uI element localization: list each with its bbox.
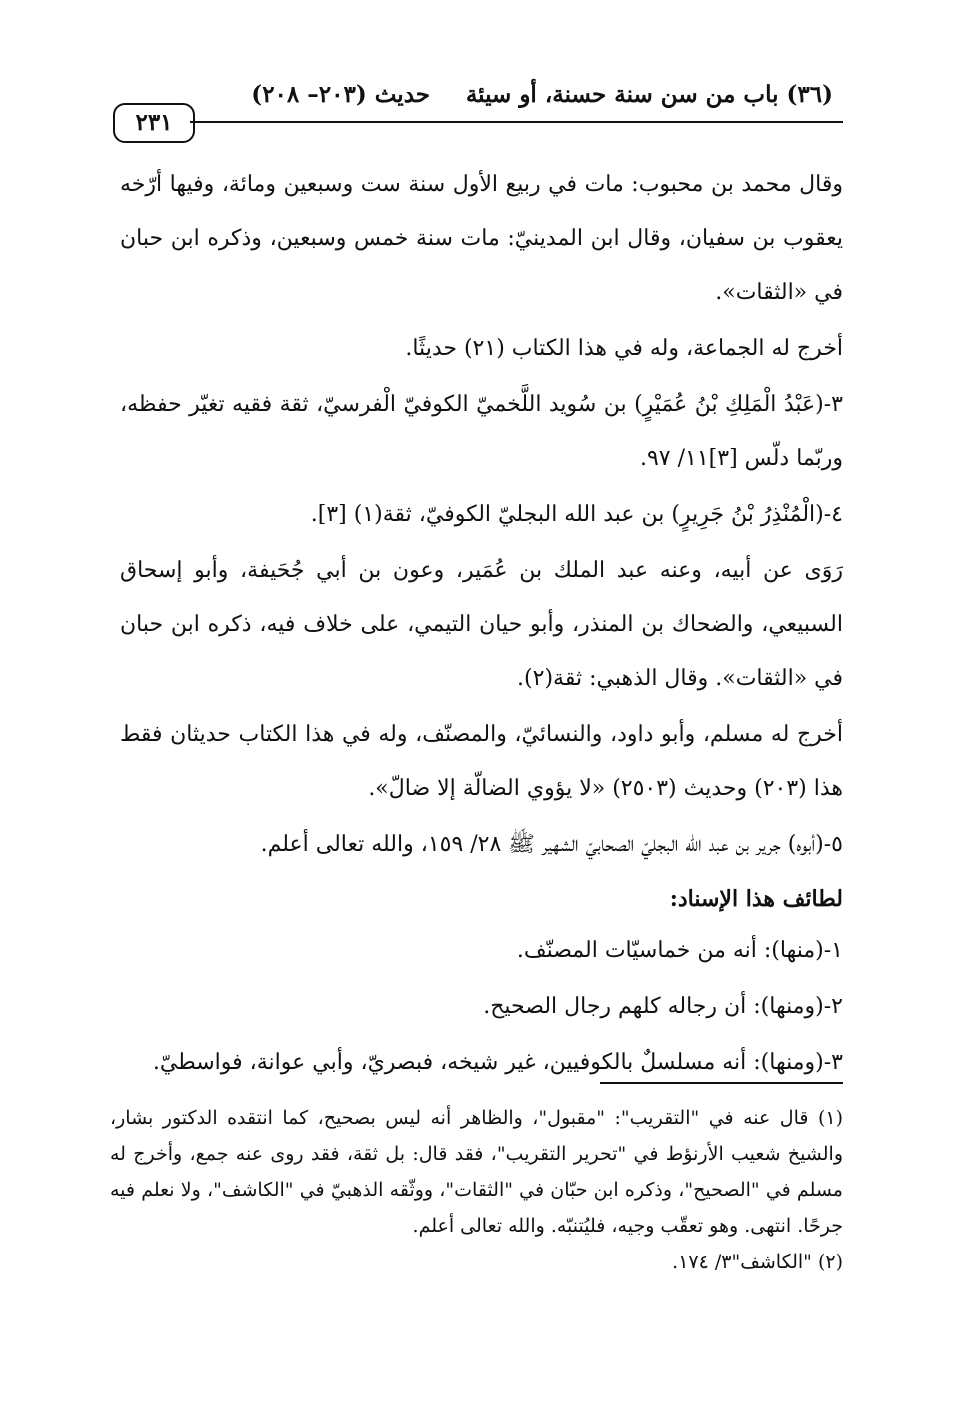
paragraph: ٣-(عَبْدُ الْمَلِكِ بْنُ عُمَيْرٍ) بن سُويد اللَّخميّ الكوفيّ الْفرسيّ، ثقة فقيه تغيّر حفظه، وربّما دلّس [٣]١١/ ٩٧. — [120, 392, 843, 471]
hadith-range: حديث (٢٠٣– ٢٠٨) — [251, 81, 430, 108]
page-number: ٢٣١ — [113, 103, 195, 143]
footnote: (٢) "الكاشف"٣/ ١٧٤. — [672, 1251, 843, 1273]
main-text — [120, 158, 843, 1092]
list-item: ٣-(ومنها): أنه مسلسلٌ بالكوفيين، غير شيخه، فبصريّ، وأبي عوانة، فواسطيّ. — [152, 1050, 843, 1075]
chapter-title: (٣٦) باب من سن سنة حسنة، أو سيئة — [465, 81, 833, 108]
list-item: ١-(منها): أنه من خماسيّات المصنّف. — [516, 938, 843, 963]
paragraph: ٤-(الْمُنْذِرُ بْنُ جَرِيرٍ) بن عبد الله البجليّ الكوفيّ، ثقة(١) [٣]. — [310, 502, 843, 527]
paragraph: رَوَى عن أبيه، وعنه عبد الملك بن عُمَير، وعون بن أبي جُحَيفة، وأبو إسحاق السبيعي، والضحاك بن المنذر، وأبو حيان التيمي، على خلاف فيه، ذكره ابن حبان في «الثقات». وقال الذهبي: ثقة(٢). — [120, 558, 843, 691]
section-heading: لطائف هذا الإسناد: — [669, 886, 843, 912]
footnote: (١) قال عنه في "التقريب": "مقبول"، والظاهر أنه ليس بصحيح، كما انتقده الدكتور بشار، والشيخ شعيب الأرنؤط في "تحرير التقريب"، فقد قال: بل ثقة، فقد روى عنه جمع، وأخرج له مسلم في "الصحيح"، وذكره ابن حبّان في "الثقات"، ووثّقه الذهبيّ في "الكاشف"، ولا نعلم فيه جرحًا. انتهى. وهو تعقّب وجيه، فليُتنبّه. والله تعالى أعلم. — [110, 1107, 843, 1237]
header-divider — [190, 121, 843, 123]
footnotes — [110, 1100, 843, 1280]
footnote-divider — [600, 1082, 843, 1084]
paragraph: أخرج له مسلم، وأبو داود، والنسائيّ، والمصنّف، وله في هذا الكتاب حديثان فقط هذا (٢٠٣) وحديث (٢٥٠٣) «لا يؤوي الضالّة إلا ضالّ». — [120, 722, 843, 801]
list-item: ٢-(ومنها): أن رجاله كلهم رجال الصحيح. — [483, 994, 843, 1019]
paragraph: ٥-(أبوه) جرير بن عبد الله البجليّ الصحابيّ الشهير ﷺ ٢٨/ ١٥٩، والله تعالى أعلم. — [260, 832, 843, 857]
paragraph: أخرج له الجماعة، وله في هذا الكتاب (٢١) حديثًا. — [405, 336, 843, 361]
paragraph: وقال محمد بن محبوب: مات في ربيع الأول سنة ست وسبعين ومائة، وفيها أرّخه يعقوب بن سفيان، وقال ابن المدينيّ: مات سنة خمس وسبعين، وذكره ابن حبان في «الثقات». — [120, 172, 843, 305]
